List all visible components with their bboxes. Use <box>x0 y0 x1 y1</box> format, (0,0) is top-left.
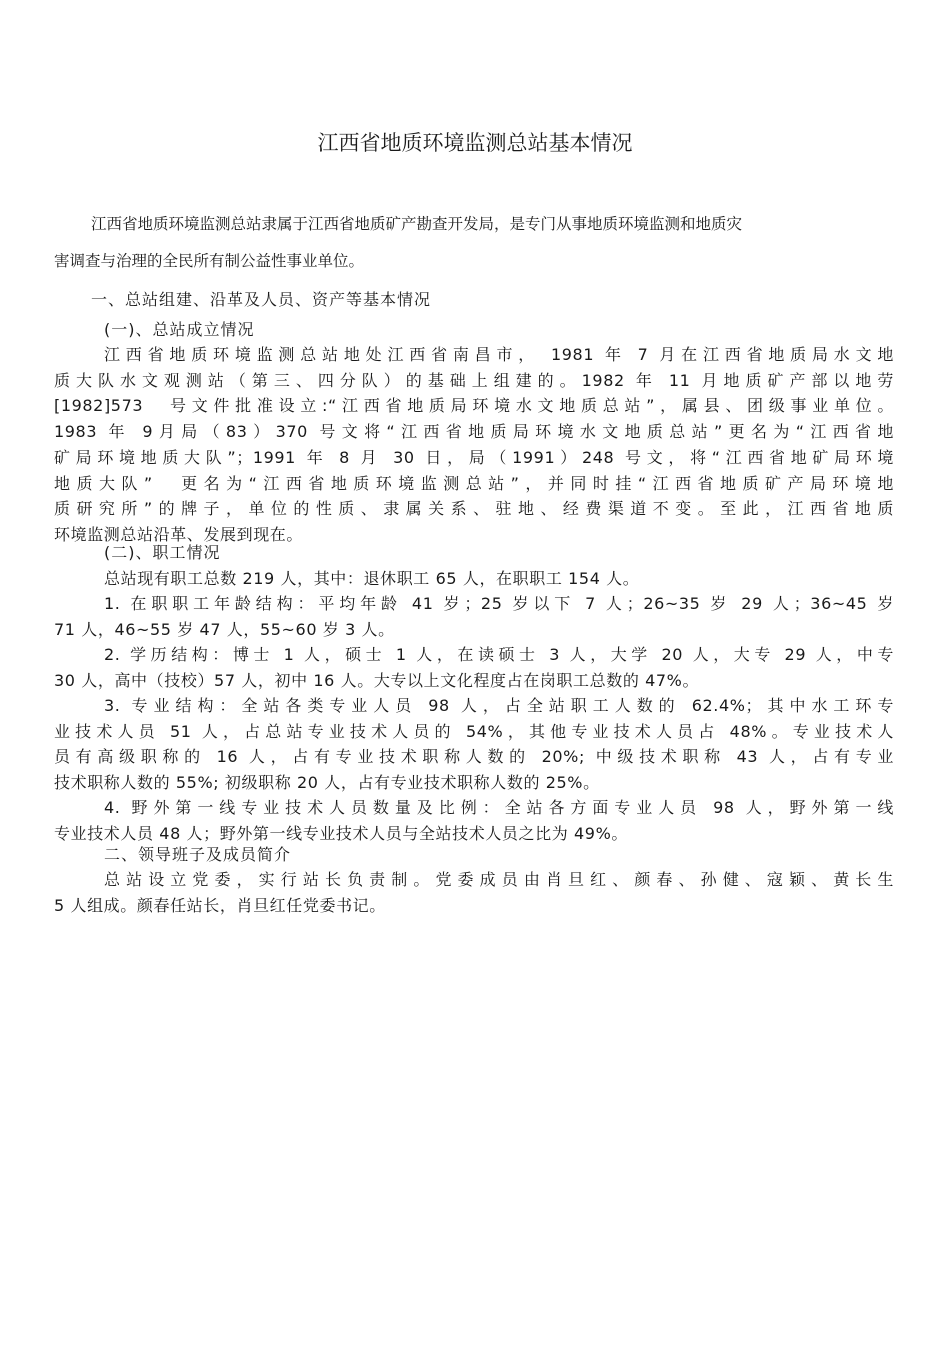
paragraph-line: 业技术人员 51 人，占总站专业技术人员的 54%，其他专业技术人员占 48%。专业技术人 <box>54 721 894 741</box>
leadership-paragraph <box>54 867 894 918</box>
paragraph-line: 4. 野外第一线专业技术人员数量及比例：全站各方面专业人员 98 人，野外第一线 <box>104 798 894 817</box>
paragraph-line: 员有高级职称的 16 人，占有专业技术职称人数的 20%; 中级技术职称 43 人，占有专业 <box>54 747 894 767</box>
paragraph-line: 质研究所”的牌子，单位的性质、隶属关系、驻地、经费渠道不变。至此，江西省地质 <box>54 499 894 519</box>
paragraph-line: 总站现有职工总数 219 人，其中：退休职工 65 人，在职职工 154 人。 <box>104 569 640 588</box>
intro-line-1: 江西省地质环境监测总站隶属于江西省地质矿产勘查开发局，是专门从事地质环境监测和地质灾 <box>91 215 743 233</box>
age-structure-item <box>54 591 894 642</box>
paragraph-line: 质大队水文观测站（第三、四分队）的基础上组建的。1982 年 11 月地质矿产部以地劳 <box>54 370 894 390</box>
paragraph-line: 1. 在职职工年龄结构：平均年龄 41 岁；25 岁以下 7 人；26~35 岁 29 人；36~45 岁 <box>104 594 894 613</box>
section-1-heading: 一、总站组建、沿革及人员、资产等基本情况 <box>91 290 432 309</box>
subsection-2-heading: (二)、职工情况 <box>104 543 221 562</box>
paragraph-line: 江西省地质环境监测总站地处江西省南昌市， 1981 年 7 月在江西省地质局水文地 <box>104 345 894 364</box>
paragraph-line: 矿局环境地质大队”；1991 年 8 月 30 日，局（1991）248 号文，将“江西省地矿局环境 <box>54 447 894 467</box>
paragraph-line: 71 人，46~55 岁 47 人，55~60 岁 3 人。 <box>54 619 395 639</box>
field-staff-item <box>54 795 894 846</box>
staff-summary <box>54 566 894 592</box>
paragraph-line: 专业技术人员 48 人；野外第一线专业技术人员与全站技术人员之比为 49%。 <box>54 823 628 843</box>
intro-line-2: 害调查与治理的全民所有制公益性事业单位。 <box>54 252 365 270</box>
profession-structure-item <box>54 693 894 796</box>
subsection-1-paragraph <box>54 342 894 548</box>
paragraph-line: 2. 学历结构：博士 1 人，硕士 1 人，在读硕士 3 人，大学 20 人，大专 29 人，中专 <box>104 645 894 664</box>
paragraph-line: [1982]573 号文件批准设立:“江西省地质局环境水文地质总站”，属县、团级事业单位。 <box>54 396 894 416</box>
section-2-heading: 二、领导班子及成员简介 <box>104 845 292 864</box>
paragraph-line: 总站设立党委，实行站长负责制。党委成员由肖旦红、颜春、孙健、寇颖、黄长生 <box>104 870 894 889</box>
education-structure-item <box>54 642 894 693</box>
paragraph-line: 技术职称人数的 55%; 初级职称 20 人，占有专业技术职称人数的 25%。 <box>54 773 600 793</box>
paragraph-line: 5 人组成。颜春任站长，肖旦红任党委书记。 <box>54 895 386 915</box>
paragraph-line: 地质大队” 更名为“江西省地质环境监测总站”，并同时挂“江西省地质矿产局环境地 <box>54 473 894 493</box>
paragraph-line: 30 人，高中（技校）57 人，初中 16 人。大专以上文化程度占在岗职工总数的 47%。 <box>54 670 700 690</box>
paragraph-line: 1983 年 9月局（83）370 号文将“江西省地质局环境水文地质总站”更名为“江西省地 <box>54 422 894 442</box>
subsection-1-heading: (一)、总站成立情况 <box>104 320 255 339</box>
paragraph-line: 3. 专业结构：全站各类专业人员 98 人，占全站职工人数的 62.4%；其中水工环专 <box>104 696 894 715</box>
document-title: 江西省地质环境监测总站基本情况 <box>317 131 633 155</box>
paragraph-line: 环境监测总站沿革、发展到现在。 <box>54 524 304 544</box>
